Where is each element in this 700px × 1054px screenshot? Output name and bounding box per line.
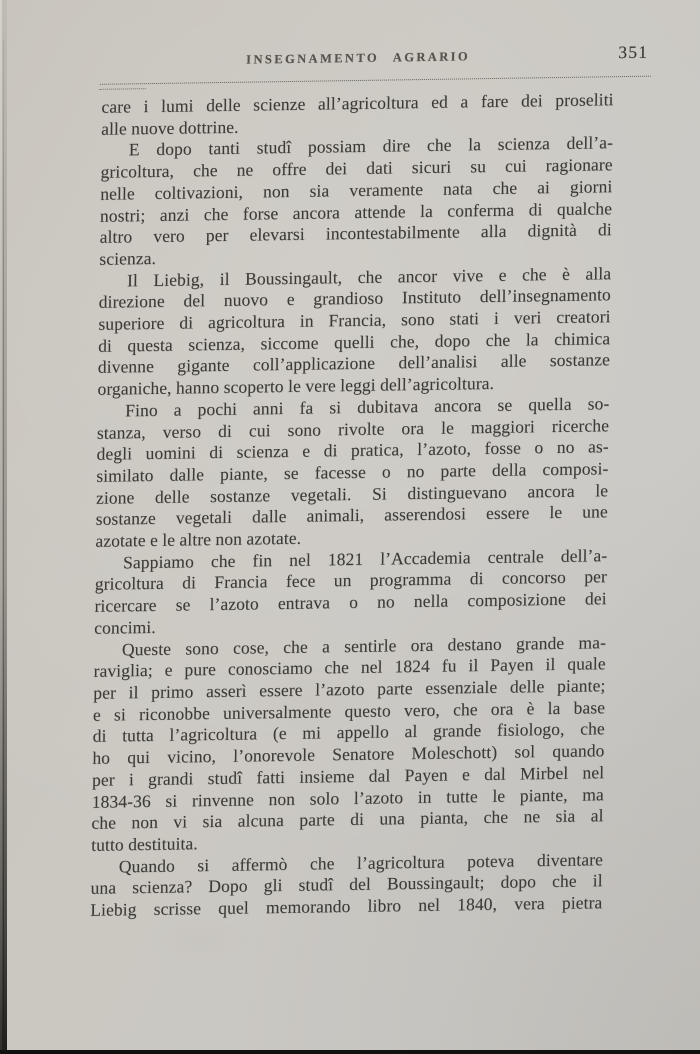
text-line: 1834-36 si rinvenne non solo l’azoto in tutte le piante, ma <box>92 784 604 813</box>
text-line: similato dalle piante, se facesse o no parte della composi- <box>96 458 608 487</box>
text-line: degli uomini di scienza e di pratica, l’azoto, fosse o no as- <box>96 436 608 465</box>
text-line: divenne gigante coll’applicazione dell’analisi alle sostanze <box>98 350 610 379</box>
text-line: gricoltura di Francia fece un programma di concorso per <box>95 567 607 596</box>
text-line: altro vero per elevarsi incontestabilmente alla dignità di <box>100 219 612 248</box>
text-line: alle nuove dottrine. <box>101 111 613 140</box>
text-line: E dopo tanti studî possiam dire che la scienza dell’a- <box>101 133 613 162</box>
book-spine-edge <box>0 0 7 1050</box>
text-line: Queste sono cose, che a sentirle ora destano grande ma- <box>94 632 606 661</box>
text-line: per i grandi studî fatti insieme dal Payen e dal Mirbel nel <box>92 762 604 791</box>
text-line: care i lumi delle scienze all’agricoltura ed a fare dei proseliti <box>101 89 613 118</box>
text-line: Liebig scrisse quel memorando libro nel 1840, vera pietra <box>90 892 602 921</box>
running-title: INSEGNAMENTO AGRARIO <box>102 47 614 70</box>
text-line: per il primo asserì essere l’azoto parte essenziale delle piante; <box>93 675 605 704</box>
text-line: nostri; anzi che forse ancora attende la conferma di qualche <box>100 198 612 227</box>
text-line: raviglia; e pure conosciamo che nel 1824 fu il Payen il quale <box>93 653 605 682</box>
text-line: azotate e le altre non azotate. <box>95 523 607 552</box>
text-line: concimi. <box>94 610 606 639</box>
text-line: scienza. <box>99 241 611 270</box>
text-line: gricoltura, che ne offre dei dati sicuri su cui ragionare <box>100 154 612 183</box>
text-line: zione delle sostanze vegetali. Si distinguevano ancora le <box>96 480 608 509</box>
text-line: Il Liebig, il Boussingault, che ancor vive e che è alla <box>99 263 611 292</box>
text-line: di tutta l’agricoltura (e mi appello al grande fisiologo, che <box>93 719 605 748</box>
text-line: ricercare se l’azoto entrava o no nella composizione dei <box>94 588 606 617</box>
page-number: 351 <box>618 42 648 63</box>
text-line: di questa scienza, siccome quelli che, dopo che la chimica <box>98 328 610 357</box>
text-line: e si riconobbe universalmente questo vero, che ora è la base <box>93 697 605 726</box>
header-rule <box>100 76 651 85</box>
text-line: direzione del nuovo e grandioso Instituto dell’insegnamento <box>99 285 611 314</box>
text-line: che non vi sia alcuna parte di una pianta, che ne sia al <box>91 805 603 834</box>
text-line: Quando si affermò che l’agricoltura poteva diventare <box>91 849 603 878</box>
text-line: Fino a pochi anni fa si dubitava ancora se quella so- <box>97 393 609 422</box>
text-line: Sappiamo che fin nel 1821 l’Accademia centrale dell’a- <box>95 545 607 574</box>
text-line: tutto destituita. <box>91 827 603 856</box>
text-line: ho qui vicino, l’onorevole Senatore Moleschott) sol quando <box>92 740 604 769</box>
text-line: nelle coltivazioni, non sia veramente nata che ai giorni <box>100 176 612 205</box>
text-line: stanza, verso di cui sono rivolte ora le maggiori ricerche <box>97 415 609 444</box>
printed-content <box>88 0 615 1054</box>
text-line: una scienza? Dopo gli studî del Boussingault; dopo che il <box>90 871 602 900</box>
text-line: sostanze vegetali dalle animali, asserendosi essere le une <box>96 502 608 531</box>
text-line: organiche, hanno scoperto le vere leggi dell’agricoltura. <box>97 371 609 400</box>
header-rule-start-segment <box>100 88 146 90</box>
text-line: superiore di agricoltura in Francia, sono stati i veri creatori <box>98 306 610 335</box>
body-text <box>90 89 614 921</box>
